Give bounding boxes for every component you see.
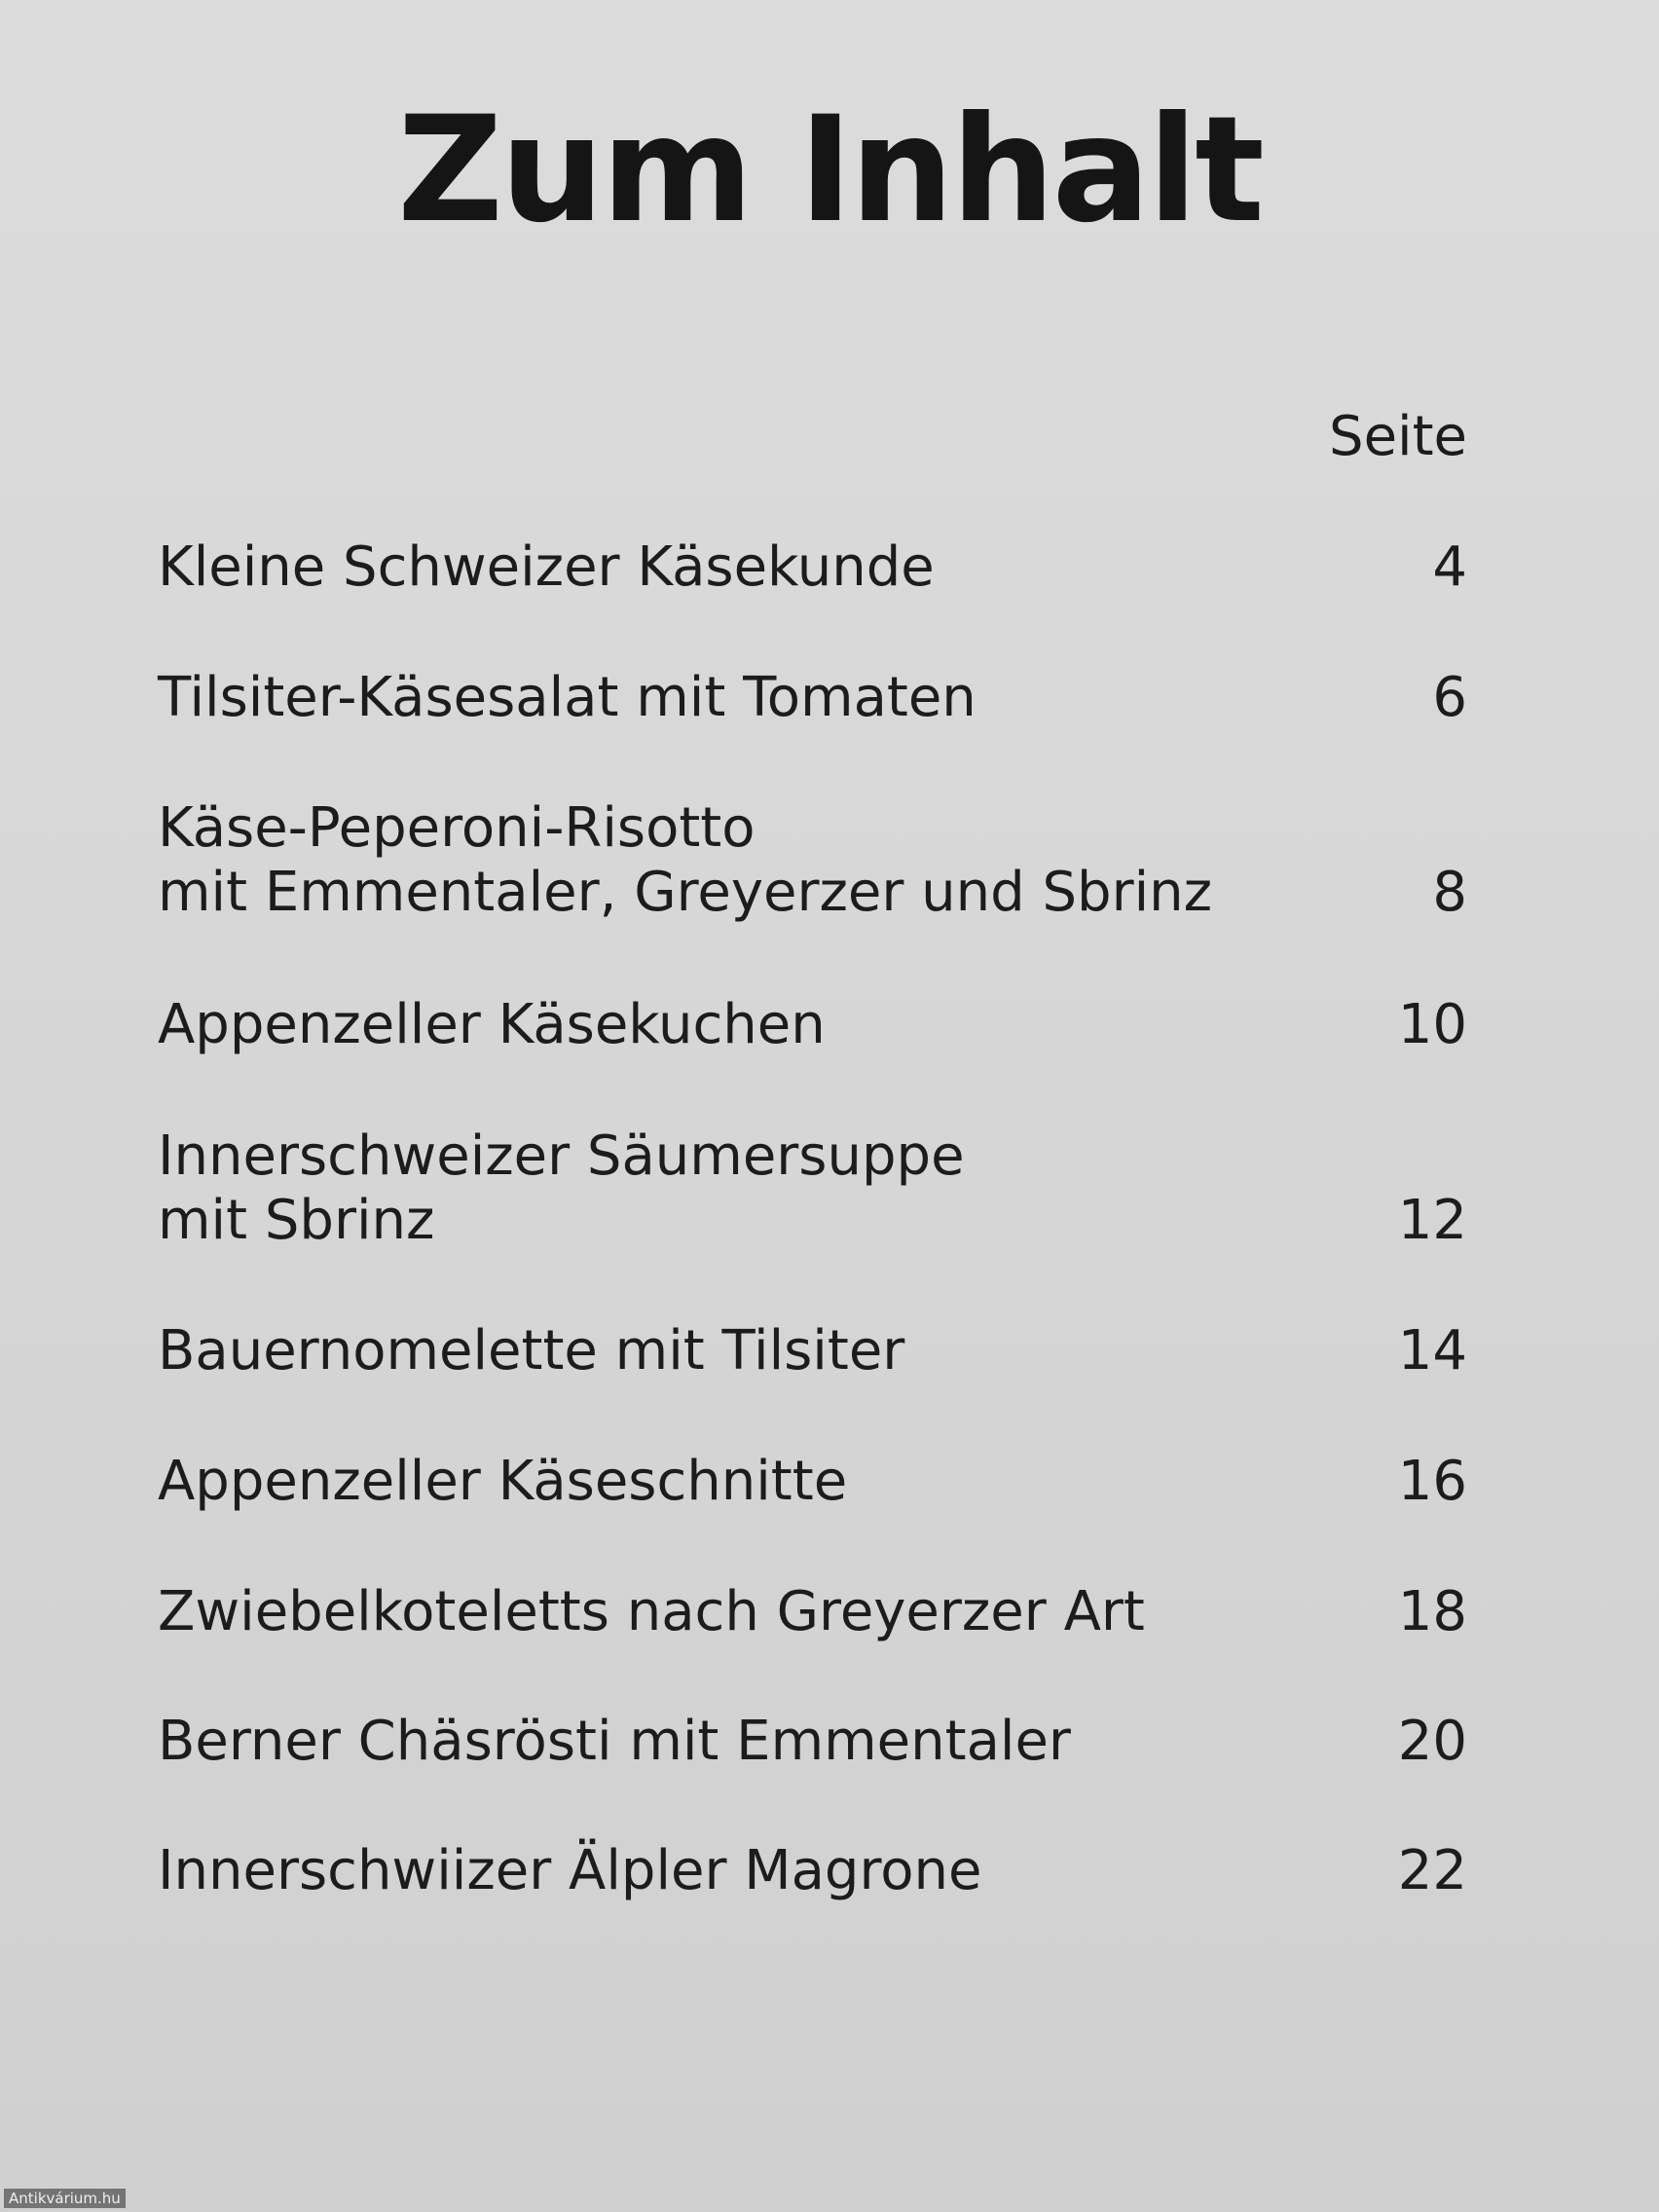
toc-entry: [158, 1580, 1467, 1644]
toc-entry-page: 16: [1397, 1450, 1467, 1513]
toc-entry-title: Zwiebelkoteletts nach Greyerzer Art: [158, 1580, 1145, 1643]
toc-entry-page: 12: [1397, 1189, 1467, 1252]
toc-entry-title: Bauernomelette mit Tilsiter: [158, 1319, 905, 1382]
toc-entry-title: Appenzeller Käseschnitte: [158, 1450, 848, 1513]
toc-entry: [158, 796, 1467, 925]
page-title: Zum Inhalt: [397, 86, 1262, 255]
toc-entry-page: 6: [1432, 666, 1467, 729]
page-column-header: Seite: [1329, 405, 1467, 468]
toc-entry: [158, 666, 1467, 730]
toc-entry-title: Innerschweizer Säumersuppe mit Sbrinz: [158, 1124, 965, 1252]
toc-entry-title: Innerschwiizer Älpler Magrone: [158, 1839, 982, 1902]
toc-entry: [158, 1124, 1467, 1253]
toc-entry: [158, 1319, 1467, 1383]
toc-entry: [158, 1839, 1467, 1903]
toc-entry-page: 18: [1397, 1580, 1467, 1643]
toc-entry-title: Käse-Peperoni-Risotto mit Emmentaler, Greyerzer und Sbrinz: [158, 796, 1213, 924]
toc-entry: [158, 535, 1467, 600]
toc-entry-title: Appenzeller Käsekuchen: [158, 993, 826, 1056]
toc-entry: [158, 1710, 1467, 1774]
toc-entry-page: 4: [1432, 535, 1467, 599]
toc-entry: [158, 993, 1467, 1057]
toc-entry-title: Tilsiter-Käsesalat mit Tomaten: [158, 666, 977, 729]
toc-entry-title: Berner Chäsrösti mit Emmentaler: [158, 1710, 1071, 1773]
toc-entry-title: Kleine Schweizer Käsekunde: [158, 535, 935, 599]
watermark-logo: Antikvárium.hu: [4, 2189, 126, 2208]
toc-entry-page: 10: [1397, 993, 1467, 1056]
toc-entry: [158, 1450, 1467, 1514]
toc-entry-page: 14: [1397, 1319, 1467, 1382]
toc-entry-page: 22: [1397, 1839, 1467, 1902]
toc-entry-page: 20: [1397, 1710, 1467, 1773]
toc-entry-page: 8: [1432, 861, 1467, 924]
